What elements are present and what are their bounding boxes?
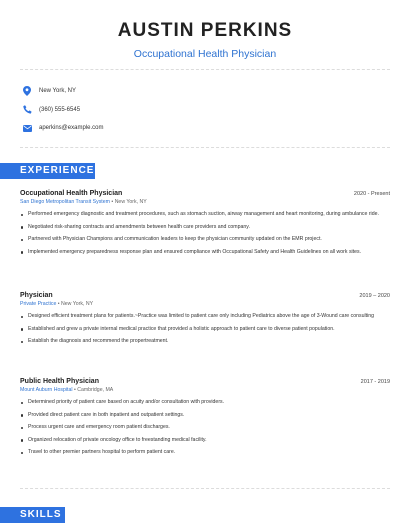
job-location: New York, NY bbox=[61, 301, 94, 307]
job-bullets bbox=[20, 313, 390, 346]
job-title: Public Health Physician bbox=[20, 378, 99, 385]
contact-list bbox=[20, 82, 390, 138]
job-title: Physician bbox=[20, 292, 53, 299]
contact-location bbox=[20, 82, 390, 101]
list-item: Travel to other premier partners hospital to perform patient care. bbox=[20, 449, 390, 457]
location-pin-icon bbox=[20, 84, 34, 98]
job-employer: San Diego Metropolitan Transit System • New York, NY bbox=[20, 199, 147, 205]
list-item: Provided direct patient care in both inpatient and outpatient settings. bbox=[20, 412, 390, 420]
email-icon bbox=[20, 121, 34, 135]
job-dates: 2019 – 2020 bbox=[359, 293, 390, 299]
job-entry bbox=[20, 378, 390, 462]
contact-email-text: aperkins@example.com bbox=[39, 125, 104, 132]
phone-icon bbox=[20, 103, 34, 117]
list-item: Negotiated risk-sharing contracts and amendments between health care providers and company. bbox=[20, 224, 390, 232]
candidate-title: Occupational Health Physician bbox=[133, 48, 277, 60]
job-employer: Private Practice • New York, NY bbox=[20, 301, 94, 307]
job-location: New York, NY bbox=[114, 199, 147, 205]
candidate-name: AUSTIN PERKINS bbox=[117, 20, 293, 41]
job-bullets bbox=[20, 399, 390, 457]
job-employer: Mount Auburn Hospital • Cambridge, MA bbox=[20, 387, 114, 393]
contact-phone bbox=[20, 101, 390, 120]
job-dates: 2020 - Present bbox=[353, 191, 390, 197]
job-bullets bbox=[20, 211, 390, 256]
section-heading-experience: EXPERIENCE bbox=[0, 163, 95, 179]
list-item: Determined priority of patient care based on acuity and/or consultation with providers. bbox=[20, 399, 390, 407]
list-item: Performed emergency diagnostic and treatment procedures, such as stomach suction, airway management and heart monitoring, during ambulance ride. bbox=[20, 211, 390, 219]
resume-header bbox=[0, 20, 410, 60]
job-org: San Diego Metropolitan Transit System bbox=[20, 199, 110, 205]
job-dates: 2017 - 2019 bbox=[360, 379, 390, 385]
list-item: Partnered with Physician Champions and communication leaders to keep the physician community updated on the EMR project. bbox=[20, 236, 390, 244]
list-item: Designed efficient treatment plans for patients.~Practice was limited to patient care only including Pediatrics above the age of 3-Wound care consulting bbox=[20, 313, 390, 321]
job-entry bbox=[20, 292, 390, 351]
list-item: Implemented emergency preparedness response plan and ensured compliance with Occupational Safety and Health Guidelines on all work sites. bbox=[20, 249, 390, 257]
job-org: Mount Auburn Hospital bbox=[20, 387, 73, 393]
divider bbox=[20, 69, 390, 70]
list-item: Establish the diagnosis and recommend the propertreatment. bbox=[20, 338, 390, 346]
divider bbox=[20, 488, 390, 489]
contact-phone-text: (360) 555-6545 bbox=[39, 106, 81, 113]
list-item: Established and grew a private internal medical practice that provided a holistic approach to patient care to diverse patient population. bbox=[20, 326, 390, 334]
section-heading-skills: SKILLS bbox=[0, 507, 65, 523]
contact-location-text: New York, NY bbox=[39, 88, 77, 95]
contact-email bbox=[20, 119, 390, 138]
list-item: Organized relocation of private oncology office to freestanding medical facility. bbox=[20, 437, 390, 445]
job-entry bbox=[20, 190, 390, 261]
list-item: Process urgent care and emergency room patient discharges. bbox=[20, 424, 390, 432]
divider bbox=[20, 147, 390, 148]
job-title: Occupational Health Physician bbox=[20, 190, 123, 197]
job-location: Cambridge, MA bbox=[77, 387, 114, 393]
job-org: Private Practice bbox=[20, 301, 57, 307]
